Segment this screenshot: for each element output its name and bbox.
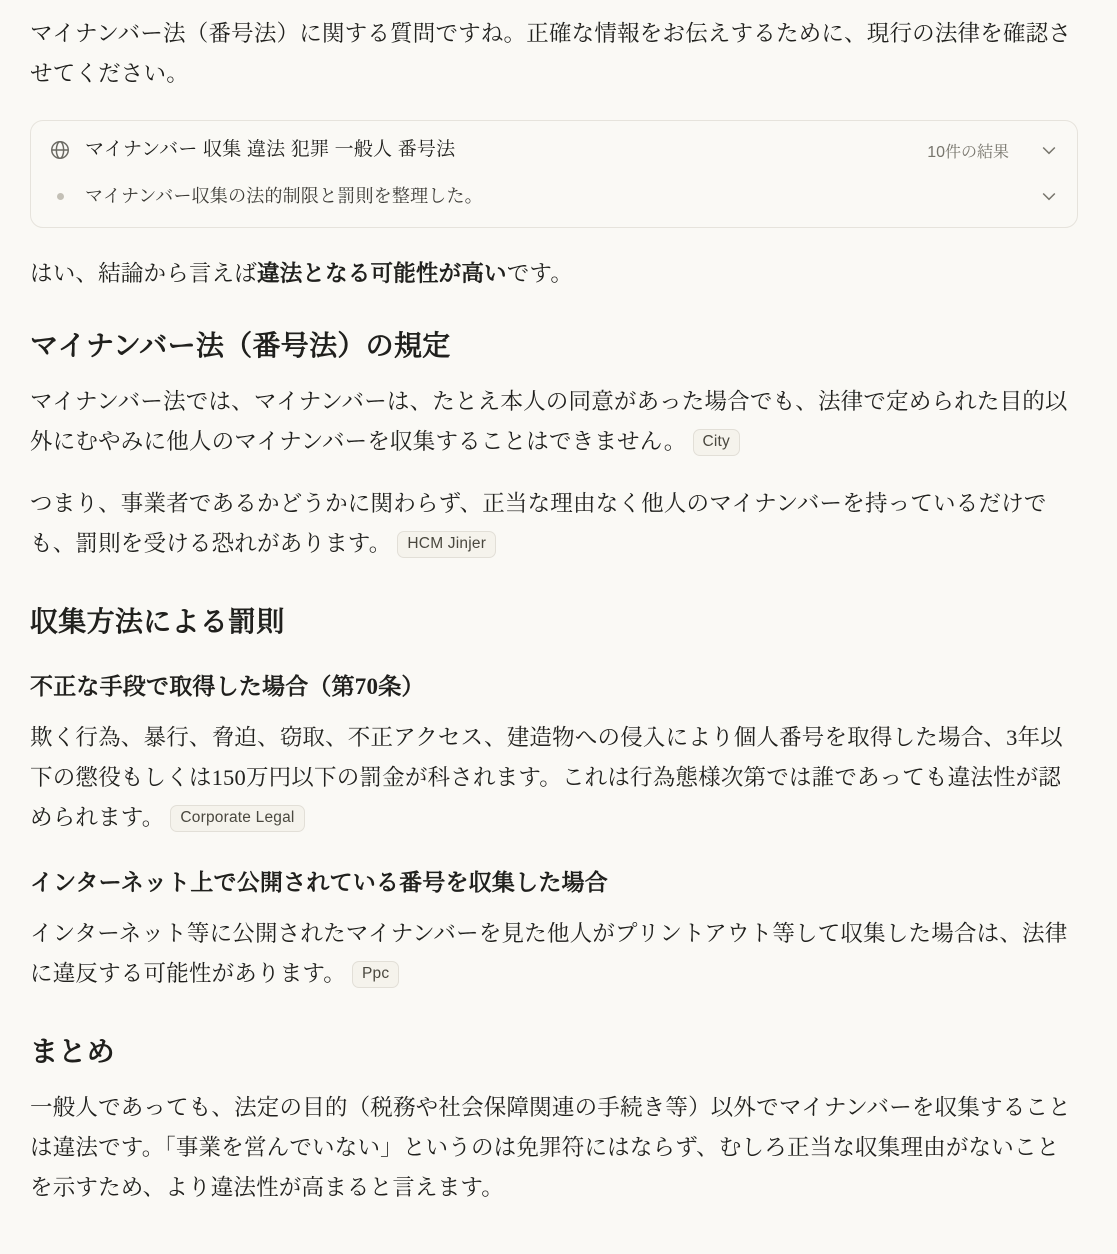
subsection-heading-internet: インターネット上で公開されている番号を収集した場合 [30, 870, 608, 895]
search-step-text: マイナンバー収集の法的制限と罰則を整理した。 [85, 186, 483, 206]
conclusion-lead: はい、結論から言えば [30, 261, 258, 286]
citation-chip[interactable]: Corporate Legal [170, 805, 304, 832]
subsection-paragraph [30, 718, 1077, 838]
paragraph-text: マイナンバー法では、マイナンバーは、たとえ本人の同意があった場合でも、法律で定められた目的以外にむやみに他人のマイナンバーを収集することはできません。 [30, 389, 1068, 454]
section-paragraph [30, 382, 1077, 462]
section-paragraph [30, 484, 1077, 564]
search-query-row[interactable] [31, 121, 1077, 177]
citation-chip[interactable]: Ppc [352, 961, 399, 988]
conclusion-bold: 違法となる可能性が高い [257, 261, 507, 286]
summary-paragraph: 一般人であっても、法定の目的（税務や社会保障関連の手続き等）以外でマイナンバーを収集することは違法です。「事業を営んでいない」というのは免罪符にはならず、むしろ正当な収集理由がないことを示すため、より違法性が高まると言えます。 [30, 1095, 1071, 1200]
search-step-row[interactable] [31, 177, 1077, 227]
globe-icon [49, 139, 71, 161]
step-bullet-icon [49, 193, 71, 200]
chevron-down-icon[interactable] [1039, 140, 1059, 160]
search-query-text: マイナンバー 収集 違法 犯罪 一般人 番号法 [85, 139, 456, 160]
search-results-count: 10件の結果 [927, 143, 1009, 161]
paragraph-text: 欺く行為、暴行、脅迫、窃取、不正アクセス、建造物への侵入により個人番号を取得した場合、3年以下の懲役もしくは150万円以下の罰金が科されます。これは行為態様次第では誰であっても違法性が認められます。 [30, 725, 1063, 830]
web-search-tool-card[interactable] [30, 120, 1078, 228]
conclusion-paragraph [30, 254, 1077, 294]
citation-chip[interactable]: HCM Jinjer [397, 531, 496, 558]
section-heading-summary: まとめ [30, 1037, 115, 1068]
paragraph-text: つまり、事業者であるかどうかに関わらず、正当な理由なく他人のマイナンバーを持っているだけでも、罰則を受ける恐れがあります。 [30, 491, 1047, 556]
section-heading-penalties: 収集方法による罰則 [30, 607, 285, 638]
paragraph-text: インターネット等に公開されたマイナンバーを見た他人がプリントアウト等して収集した場合は、法律に違反する可能性があります。 [30, 921, 1068, 986]
conclusion-tail: です。 [506, 261, 574, 286]
citation-chip[interactable]: City [693, 429, 741, 456]
intro-paragraph: マイナンバー法（番号法）に関する質問ですね。正確な情報をお伝えするために、現行の法律を確認させてください。 [30, 21, 1072, 86]
subsection-heading-article70: 不正な手段で取得した場合（第70条） [30, 674, 425, 699]
subsection-paragraph [30, 914, 1077, 994]
section-heading-law: マイナンバー法（番号法）の規定 [30, 331, 451, 362]
chevron-down-icon-step[interactable] [1039, 186, 1059, 206]
